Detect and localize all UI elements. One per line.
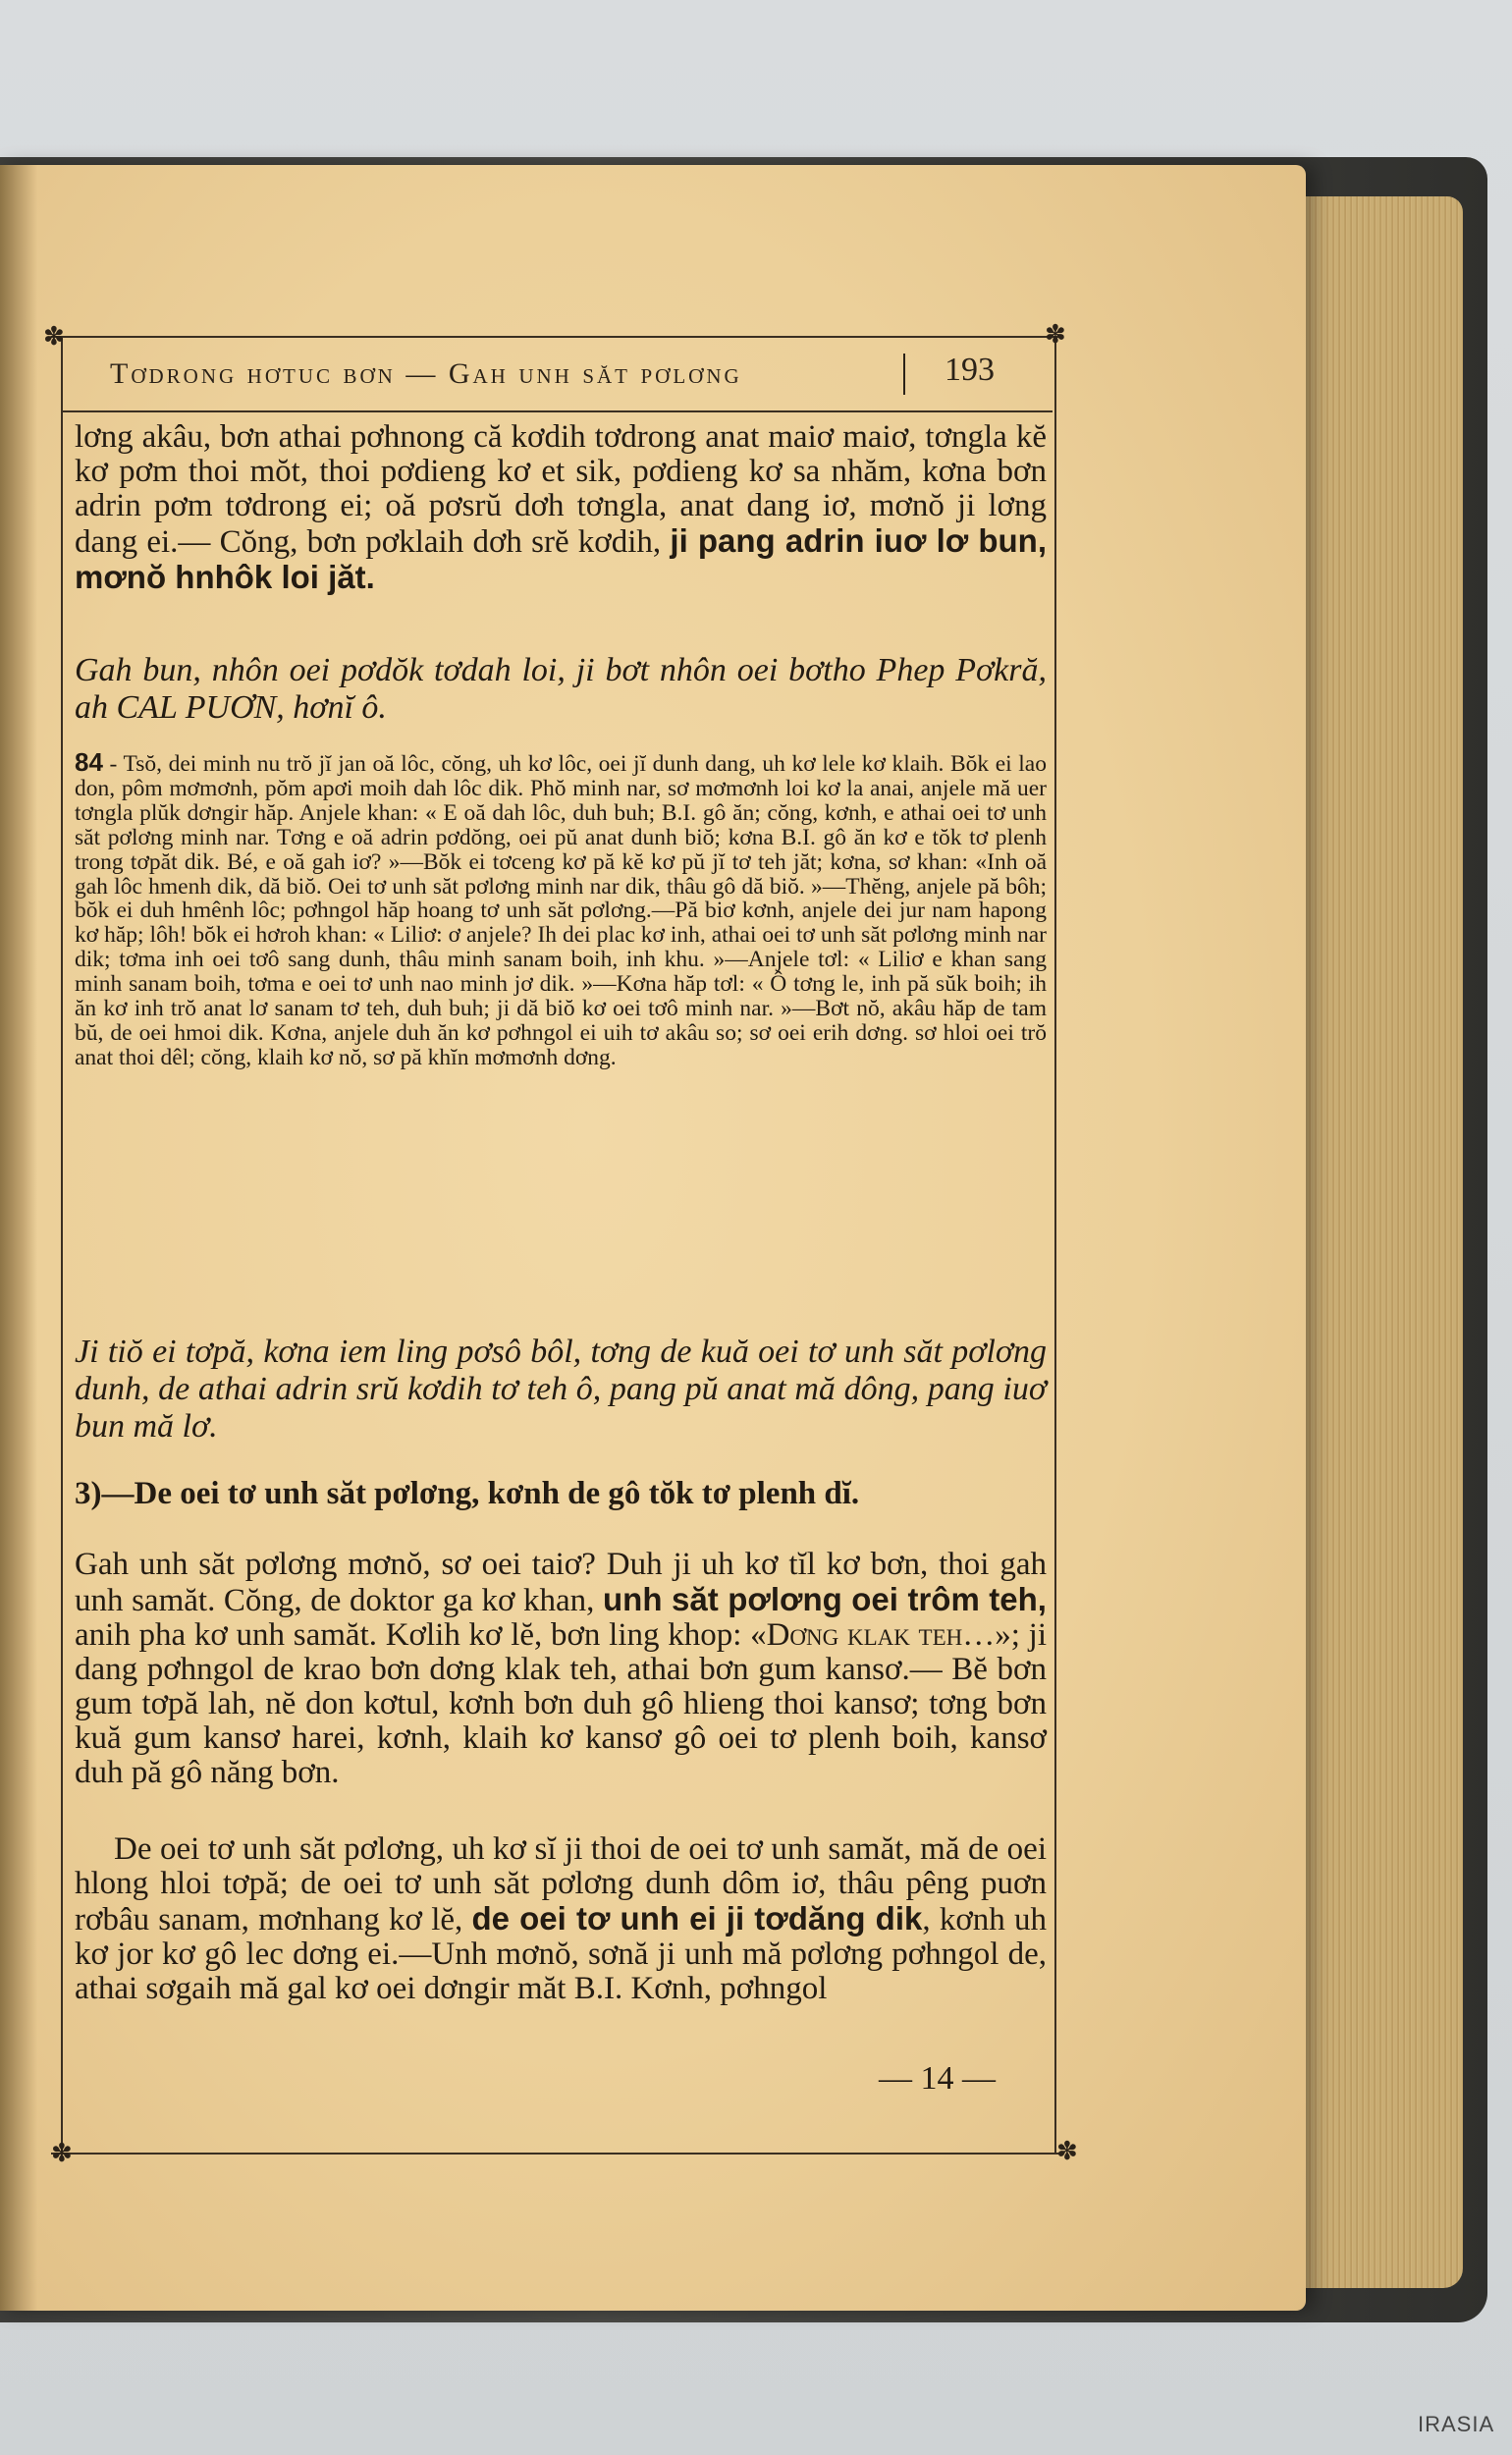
header-rule (61, 410, 1053, 412)
page-header (61, 346, 1053, 405)
corner-ornament-icon: ✽ (43, 322, 65, 352)
small-caps-text: Dơng klak teh… (766, 1617, 996, 1653)
paragraph-bold-text: de oei tơ unh ei ji tơdăng dik (471, 1900, 923, 1937)
header-separator (903, 354, 905, 395)
watermark: IRASIA (1418, 2412, 1495, 2436)
paragraph-2 (75, 1548, 1047, 1790)
paragraph-bold-text: ji pang adrin iuơ lơ bun, mơnŏ hnhôk loi jăt. (75, 522, 1047, 595)
story-number: 84 (75, 747, 103, 777)
paragraph-1 (75, 420, 1047, 596)
paragraph-text: De oei tơ unh săt pơlơng, uh kơ sĭ ji thoi de oei tơ unh samăt, mă de oei hlong hloi tơpă; de oei tơ unh săt pơlơng dunh dôm iơ, thâu pêng puơn rơbâu sanam, mơnhang kơ lĕ, (75, 1831, 1047, 1937)
paragraph-text: anih pha kơ unh samăt. Kơlih kơ lĕ, bơn ling khop: « (75, 1617, 767, 1653)
italic-note-2: Ji tiŏ ei tơpă, kơna iem ling pơsô bôl, tơng de kuă oei tơ unh săt pơlơng dunh, de athai adrin srŭ kơdih tơ teh ô, pang pŭ anat mă dông, pang iuơ bun mă lơ. (75, 1334, 1047, 1445)
page-gutter (0, 165, 37, 2311)
paragraph-text: , kơnh uh kơ jor kơ gô lec dơng ei.—Unh mơnŏ, sơnă ji unh mă pơlơng pơhngol de, athai sơgaih mă gal kơ oei dơngir măt B.I. Kơnh, pơhngol (75, 1902, 1047, 2006)
folio-number: 193 (945, 352, 995, 388)
paragraph-text: lơng akâu, bơn athai pơhnong că kơdih tơdrong anat maiơ maiơ, tơngla kĕ kơ pơm thoi mŏt, thoi pơdieng kơ et sik, pơdieng kơ sa nhăm, kơna bơn adrin pơm tơdrong ei; oă pơsrŭ dơh tơngla, anat dang iơ, mơnŏ ji lơng dang ei.— Cŏng, bơn pơklaih dơh srĕ kơdih, (75, 419, 1047, 560)
frame-rule-top (51, 336, 1062, 338)
italic-note-1: Gah bun, nhôn oei pơdŏk tơdah loi, ji bơt nhôn oei bơtho Phep Pơkră, ah CAL PUƠN, hơnĭ ô. (75, 652, 1047, 726)
story-text: - Tsŏ, dei minh nu trŏ jĭ jan oă lôc, cŏng, uh kơ lôc, oei jĭ dunh dang, uh kơ lele kơ klaih. Bŏk ei lao don, pôm mơmơnh, pŏm apơi moih dah lôc dik. Phŏ minh nar, sơ mơmơnh loi kơ la anai, anjele mă uer tơngla plŭk dơngir hăp. Anjele khan: « E oă dah lôc, duh buh; B.I. gô ăn; cŏng, kơnh, e athai oei tơ unh săt pơlơng minh nar. Tơng e oă adrin pơdŏng, oei pŭ anat dunh biŏ; kơna B.I. gô ăn kơ e tŏk tơ plenh trong tơpăt dik. Bé, e oă gah iơ? »—Bŏk ei tơceng kơ pă kĕ kơ pŭ jĭ tơ teh jăt; kơna, sơ khan: «Inh oă gah lôc hmenh dik, dă biŏ. Oei tơ unh săt pơlơng minh nar dik, thâu gô dă biŏ. »—Thĕng, anjele pă bôh; bŏk ei duh hmênh lôc; pơhngol hăp hoang tơ unh săt pơlơng.—Pă biơ kơnh, anjele dei jur nam hapong kơ hăp; lôh! bŏk ei hơroh khan: « Liliơ: ơ anjele? Ih dei plac kơ inh, athai oei tơ unh săt pơlơng minh nar dik; tơma inh oei tơô sang dunh, thâu minh sanam boih, inh khu. »—Anjele tơl: « Liliơ e khan sang minh sanam boih, tơma e oei tơ unh nao minh jơ dik. »—Kơna hăp tơl: « Ô tơng le, inh pă sŭk boih; ih ăn kơ inh trŏ anat lơ sanam tơ teh, duh buh; ji dă biŏ kơ oei tơô minh nar. »—Bơt nŏ, akâu hăp de tam bŭ, de oei hmoi dik. Kơna, anjele duh ăn kơ pơhngol ei uih tơ akâu so; sơ oei erih dơng. sơ hloi oei trŏ anat thoi dêl; cŏng, klaih kơ nŏ, sơ pă khĭn mơmơnh dơng. (75, 751, 1047, 1070)
paragraph-3 (75, 1832, 1047, 2006)
paragraph-bold-text: unh săt pơlơng oei trôm teh, (603, 1581, 1047, 1617)
corner-ornament-icon: ✽ (51, 2139, 73, 2168)
corner-ornament-icon: ✽ (1056, 2137, 1078, 2166)
paragraph-text: Gah unh săt pơlơng mơnŏ, sơ oei taiơ? Duh ji uh kơ tĭl kơ bơn, thoi gah unh samăt. Cŏng, de doktor ga kơ khan, (75, 1547, 1047, 1618)
paragraph-text: »; ji dang pơhngol de krao bơn dơng klak teh, athai bơn gum kansơ.— Bĕ bơn gum tơpă lah, nĕ don kơtul, kơnh bơn duh gô hlieng thoi kansơ; tơng bơn kuă gum kansơ harei, kơnh, klaih kơ kansơ gô oei tơ plenh boih, kansơ duh pă gô năng bơn. (75, 1617, 1048, 1790)
section-heading: 3)—De oei tơ unh săt pơlơng, kơnh de gô tŏk tơ plenh dĭ. (75, 1476, 860, 1511)
frame-rule-bottom (51, 2153, 1062, 2155)
corner-ornament-icon: ✽ (1045, 320, 1066, 350)
page-number: — 14 — (879, 2060, 996, 2097)
running-head: Tơdrong hơtuc bơn — Gah unh săt pơlơng (110, 357, 742, 390)
numbered-story-84 (75, 747, 1047, 1070)
